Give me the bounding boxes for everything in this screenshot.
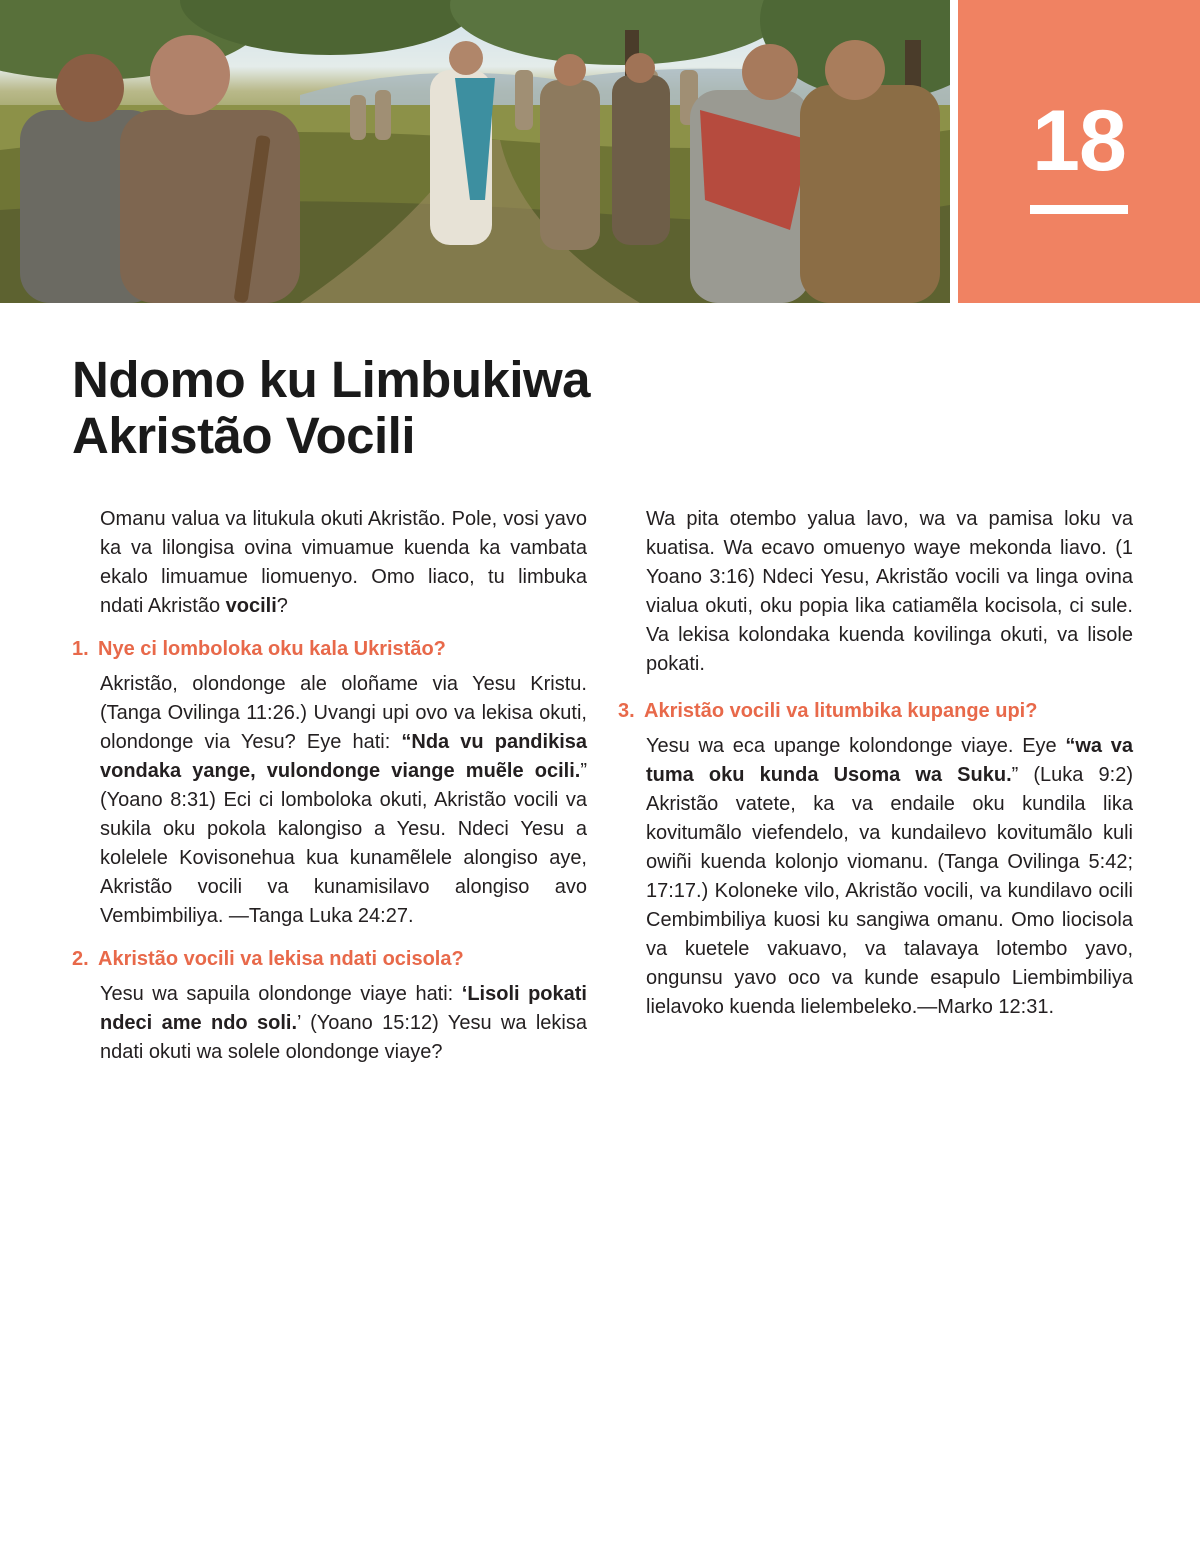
question-2-number: 2.: [72, 948, 89, 970]
page-title-line-1: Ndomo ku Limbukiwa: [72, 351, 591, 408]
question-1-heading: [72, 635, 587, 664]
intro-end: ?: [276, 595, 288, 617]
section-3-text-b: ” (Luka 9:2) Akristão vatete, ka va endaile oku kundila lika kovitumãlo viefendelo, va kundailevo kovitumãlo kuli owiñi kuenda kolonjo viomanu. (Tanga Ovilinga 5:42; 17:17.) Koloneke vilo, Akristão vocili, va kundilavo ocili Cembimbiliya kuosi ku sangiwa omanu. Omo liocisola va kuetele vakuavo, va talavaya lotembo yavo, ongunsu yavo oco va kunde esapulo Liembimbiliya lielavoko kuenda lielembeleko.—Marko 12:31.: [646, 764, 1134, 1018]
intro-paragraph: [100, 505, 587, 621]
question-1-number: 1.: [72, 638, 89, 660]
section-3-paragraph: [646, 732, 1133, 1022]
section-2-paragraph-b: Wa pita otembo yalua lavo, wa va pamisa loku va kuatisa. Wa ecavo omuenyo waye mekonda liavo. (1 Yoano 3:16) Ndeci Yesu, Akristão vocili va linga ovina vialua okuti, oku popia lika catiamẽla kocisola, ci sule. Va lekisa kolondaka kuenda kovilinga okuti, va lisole pokati.: [646, 508, 1133, 675]
section-1-text-b: ” (Yoano 8:31) Eci ci lomboloka okuti, Akristão vocili va sukila oku pokola kalongiso a Yesu. Ndeci Yesu a kolelele Kovisonehua kua kunamẽlele alongiso aye, Akristão vocili va kunamisilavo alongiso avo Vembimbiliya. —Tanga Luka 24:27.: [100, 760, 587, 927]
section-2-text-a: Yesu wa sapuila olondonge viaye hati:: [100, 983, 462, 1005]
header-illustration: [0, 0, 950, 303]
section-3-text-a: Yesu wa eca upange kolondonge viaye. Eye: [646, 735, 1066, 757]
section-1-paragraph: [100, 670, 587, 931]
intro-text: Omanu valua va litukula okuti Akristão. Pole, vosi yavo ka va lilongisa ovina vimuamue kuenda ka vambata ekalo limuamue liomuenyo. Omo liaco, tu limbuka ndati Akristão: [100, 508, 587, 617]
section-2-paragraph-a: [100, 980, 587, 1067]
section-1-quote: “Nda vu pandikisa vondaka yange, vulondonge viange muẽle ocili.: [100, 731, 587, 782]
section-2-text-b: ’ (Yoano 15:12) Yesu wa lekisa ndati okuti wa solele olondonge viaye?: [100, 1012, 587, 1063]
section-3-quote: “wa va tuma oku kunda Usoma wa Suku.: [646, 735, 1133, 786]
right-column: [618, 505, 1133, 1022]
lesson-number: 18: [1032, 93, 1126, 189]
question-3-heading: [618, 697, 1133, 726]
question-3-number: 3.: [618, 700, 635, 722]
disciples-walking-illustration: [0, 0, 950, 303]
question-1-text: Nye ci lomboloka oku kala Ukristão?: [98, 638, 446, 660]
left-column: [72, 505, 587, 1067]
question-3-text: Akristão vocili va litumbika kupange upi?: [644, 700, 1038, 722]
lesson-number-underline: [1030, 205, 1128, 214]
section-2-quote: ‘Lisoli pokati ndeci ame ndo soli.: [100, 983, 587, 1034]
page-title-line-2: Akristão Vocili: [72, 407, 416, 464]
page-title: [72, 352, 672, 464]
question-2-heading: [72, 945, 587, 974]
intro-bold: vocili: [225, 595, 277, 617]
section-1-text-a: Akristão, olondonge ale oloñame via Yesu Kristu. (Tanga Ovilinga 11:26.) Uvangi upi ovo va lekisa okuti, olondonge via Yesu? Eye hati:: [100, 673, 587, 753]
lesson-number-badge: [958, 0, 1200, 303]
question-2-text: Akristão vocili va lekisa ndati ocisola?: [98, 948, 464, 970]
